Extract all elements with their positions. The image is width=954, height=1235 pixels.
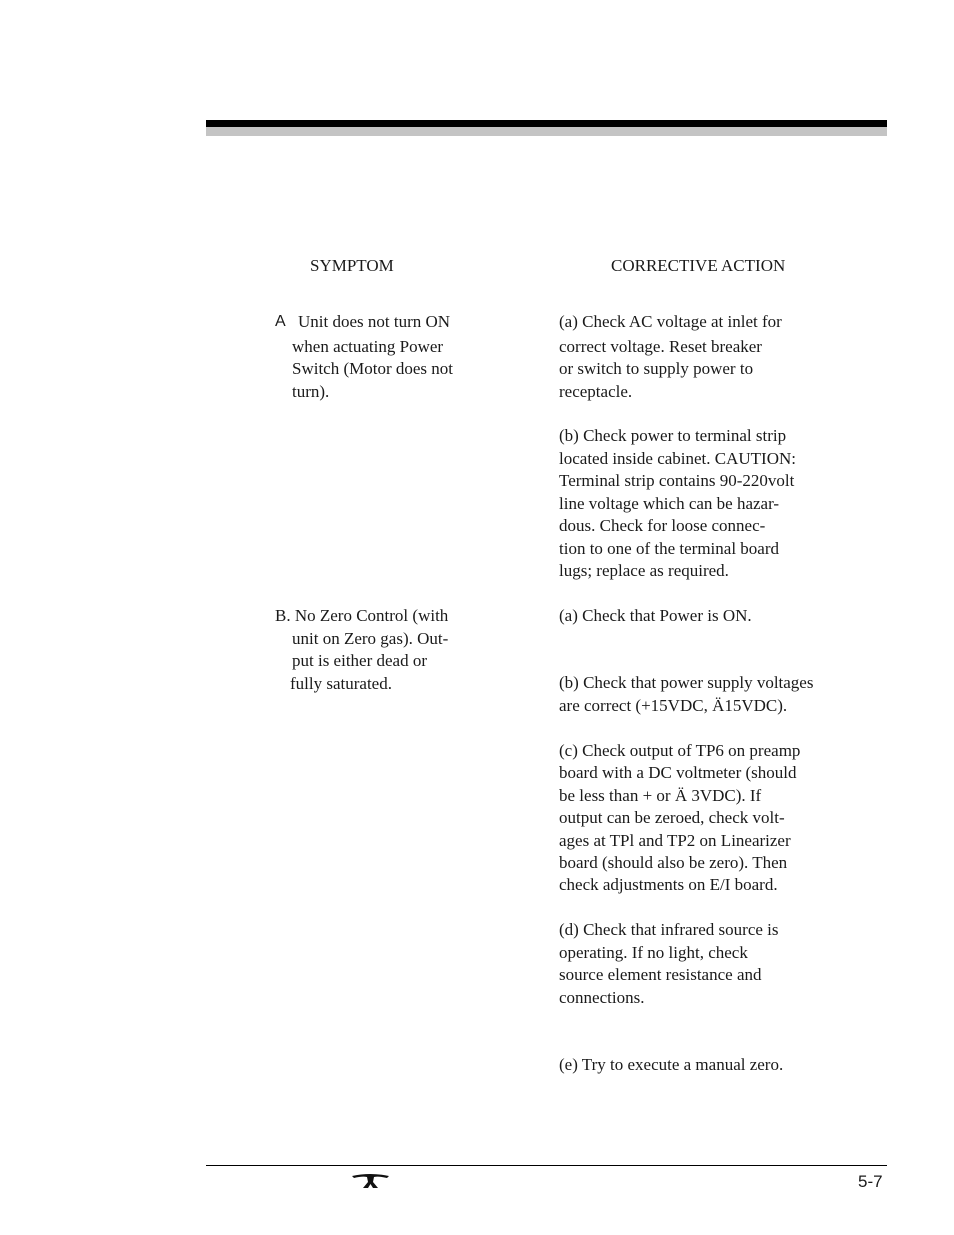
action-a-a-line: or switch to supply power to	[559, 359, 754, 378]
action-column-header: CORRECTIVE ACTION	[611, 256, 786, 275]
action-b-e-line: (e) Try to execute a manual zero.	[559, 1055, 784, 1074]
action-b-d-line: operating. If no light, check	[559, 943, 748, 962]
action-a-b-line: line voltage which can be hazar-	[559, 494, 780, 513]
teledyne-logo-icon	[352, 1173, 389, 1189]
action-a-a-line: receptacle.	[559, 382, 633, 401]
action-b-c-line: board with a DC voltmeter (should	[559, 763, 797, 782]
action-b-c-line: check adjustments on E/I board.	[559, 875, 778, 894]
action-b-c-line: output can be zeroed, check volt-	[559, 808, 785, 827]
symptom-a-line: when actuating Power	[292, 337, 444, 356]
action-b-d-line: source element resistance and	[559, 965, 762, 984]
action-b-a-line: (a) Check that Power is ON.	[559, 606, 752, 625]
header-rule-gray	[206, 127, 887, 136]
action-a-b-line: (b) Check power to terminal strip	[559, 426, 787, 445]
action-b-d-line: connections.	[559, 988, 645, 1007]
action-a-a-line: (a) Check AC voltage at inlet for	[559, 312, 782, 331]
action-b-b-line: are correct (+15VDC, Ä15VDC).	[559, 696, 788, 715]
symptom-a-line: Switch (Motor does not	[292, 359, 454, 378]
symptom-a-line: turn).	[292, 382, 330, 401]
action-a-a-line: correct voltage. Reset breaker	[559, 337, 762, 356]
action-b-d-line: (d) Check that infrared source is	[559, 920, 779, 939]
action-a-b-line: Terminal strip contains 90-220volt	[559, 471, 795, 490]
symptom-b-line: unit on Zero gas). Out-	[292, 629, 449, 648]
symptom-a-letter: A	[275, 313, 286, 330]
action-a-b-line: tion to one of the terminal board	[559, 539, 779, 558]
action-b-c-line: board (should also be zero). Then	[559, 853, 788, 872]
symptom-b-line: put is either dead or	[292, 651, 428, 670]
action-b-b-line: (b) Check that power supply voltages	[559, 673, 814, 692]
header-rule-black	[206, 120, 887, 127]
action-a-b-line: lugs; replace as required.	[559, 561, 729, 580]
action-a-b-line: located inside cabinet. CAUTION:	[559, 449, 796, 468]
symptom-a-line: Unit does not turn ON	[298, 312, 451, 331]
footer-rule	[206, 1165, 887, 1166]
symptom-b-line: fully saturated.	[290, 674, 392, 693]
action-b-c-line: be less than + or Ä 3VDC). If	[559, 786, 762, 805]
page-number: 5-7	[858, 1172, 883, 1191]
action-a-b-line: dous. Check for loose connec-	[559, 516, 766, 535]
action-b-c-line: (c) Check output of TP6 on preamp	[559, 741, 801, 760]
symptom-column-header: SYMPTOM	[310, 256, 394, 275]
action-b-c-line: ages at TPl and TP2 on Linearizer	[559, 831, 791, 850]
symptom-b-line: B. No Zero Control (with	[275, 606, 449, 625]
